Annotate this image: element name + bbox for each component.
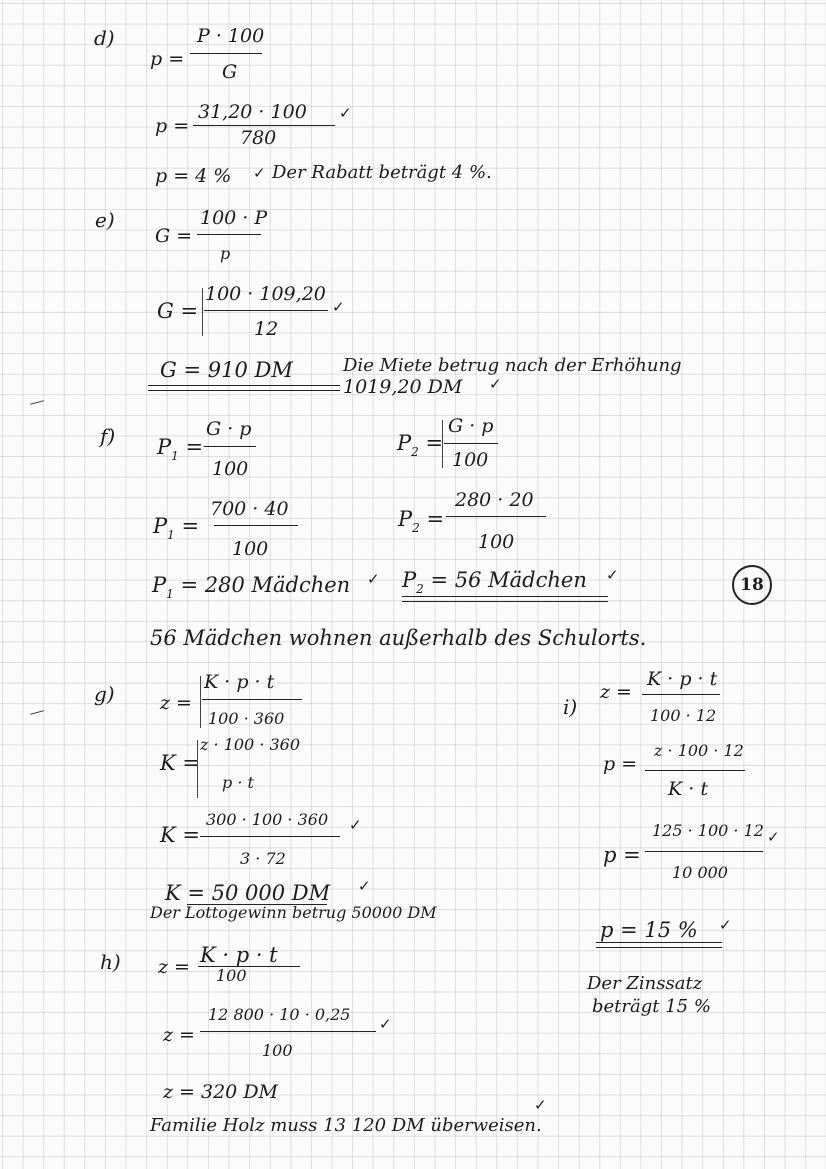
formula-lhs: z =	[158, 956, 190, 978]
fraction-bar	[214, 525, 298, 526]
formula-numerator: K · p · t	[200, 943, 278, 967]
exercise-label-f: f)	[100, 424, 116, 448]
formula-denominator: 100	[216, 966, 247, 985]
fraction-bar	[197, 234, 261, 235]
result-value: = 56 Mädchen	[430, 568, 587, 592]
double-underline	[148, 390, 340, 391]
formula-denominator: 780	[240, 127, 277, 149]
fraction-bar	[204, 310, 328, 311]
fraction-bar	[198, 966, 300, 967]
formula-lhs: p =	[155, 115, 190, 137]
formula-denominator: 100	[262, 1041, 293, 1060]
formula-denominator: 100	[478, 531, 515, 553]
fraction-bar	[200, 1031, 376, 1032]
formula-numerator: G · p	[448, 415, 494, 437]
equals-sign: =	[174, 514, 200, 538]
exercise-label-g: g)	[94, 682, 115, 706]
formula-lhs	[398, 509, 444, 534]
variable-p: P	[402, 568, 417, 592]
fraction-bar	[200, 836, 340, 837]
formula-lhs: p =	[603, 843, 641, 867]
formula-numerator: z · 100 · 360	[200, 735, 301, 754]
formula-lhs: K =	[160, 751, 200, 775]
double-underline	[148, 385, 340, 386]
formula-numerator: G · p	[206, 418, 252, 440]
formula-numerator: 12 800 · 10 · 0,25	[208, 1005, 351, 1024]
exercise-label-i: i)	[563, 695, 578, 719]
formula-denominator: 100	[232, 538, 269, 560]
check-mark-icon: ✓	[719, 916, 732, 934]
formula-denominator: 100 · 360	[208, 709, 285, 728]
variable-p: P	[152, 573, 167, 597]
formula-lhs: z =	[600, 681, 632, 703]
formula-lhs: z =	[160, 692, 192, 714]
check-mark-icon: ✓	[379, 1015, 392, 1033]
formula-numerator: 100 · P	[200, 207, 268, 229]
fraction-bar	[642, 694, 720, 695]
margin-stroke	[202, 288, 203, 336]
check-mark-icon: ✓	[349, 816, 362, 834]
equals-sign: =	[178, 435, 204, 459]
answer-sentence: Der Rabatt beträgt 4 %.	[272, 162, 492, 183]
formula-denominator: G	[222, 61, 238, 83]
formula-denominator: 100	[212, 458, 249, 480]
formula-numerator: 300 · 100 · 360	[206, 810, 329, 829]
formula-denominator: 100	[452, 449, 489, 471]
check-mark-icon: ✓	[367, 570, 380, 588]
result-line: p = 4 %	[155, 165, 232, 187]
answer-sentence: Der Zinssatz	[587, 973, 703, 994]
fraction-bar	[446, 516, 546, 517]
answer-sentence: 1019,20 DM	[343, 376, 463, 398]
check-mark-icon: ✓	[767, 828, 780, 846]
check-mark-icon: ✓	[339, 104, 352, 122]
formula-numerator: 125 · 100 · 12	[652, 821, 764, 840]
exercise-label-e: e)	[95, 208, 115, 232]
margin-mark	[30, 710, 44, 715]
formula-lhs: z =	[163, 1024, 195, 1046]
formula-denominator: K · t	[668, 778, 708, 800]
formula-numerator: P · 100	[197, 25, 265, 47]
double-underline	[402, 601, 608, 602]
subscript: 1	[167, 528, 175, 542]
formula-numerator: 31,20 · 100	[198, 101, 307, 123]
equals-sign: =	[418, 431, 444, 455]
formula-lhs: p =	[603, 753, 638, 775]
formula-numerator: 100 · 109,20	[205, 283, 326, 305]
subscript: 2	[412, 521, 420, 535]
result-line: G = 910 DM	[160, 358, 293, 382]
subscript: 1	[171, 449, 179, 463]
double-underline	[596, 942, 722, 943]
formula-numerator: z · 100 · 12	[654, 741, 744, 760]
check-mark-icon: ✓	[332, 298, 345, 316]
result-line: p = 15 %	[600, 918, 698, 942]
result-value: = 280 Mädchen	[180, 573, 351, 597]
formula-denominator: 100 · 12	[650, 706, 717, 725]
exercise-label-h: h)	[100, 950, 121, 974]
formula-lhs: G =	[155, 225, 193, 247]
formula-denominator: 3 · 72	[240, 849, 286, 868]
double-underline	[596, 947, 722, 948]
answer-sentence: Der Lottogewinn betrug 50000 DM	[150, 903, 437, 922]
formula-lhs: G =	[157, 299, 199, 323]
variable-p: P	[398, 507, 413, 531]
answer-sentence: Familie Holz muss 13 120 DM überweisen.	[150, 1115, 542, 1136]
check-mark-icon: ✓	[358, 877, 371, 895]
result-line	[402, 570, 587, 595]
margin-mark	[30, 400, 44, 405]
fraction-bar	[204, 446, 256, 447]
fraction-bar	[190, 53, 262, 54]
formula-numerator: K · p · t	[647, 668, 718, 690]
formula-numerator: K · p · t	[204, 671, 275, 693]
margin-stroke	[442, 420, 443, 468]
subscript: 1	[166, 587, 174, 601]
formula-numerator: 280 · 20	[455, 489, 534, 511]
formula-lhs	[153, 516, 199, 541]
formula-denominator: 10 000	[672, 863, 728, 882]
check-mark-icon: ✓	[606, 566, 619, 584]
formula-denominator: p	[220, 244, 231, 263]
fraction-bar	[645, 851, 763, 852]
formula-lhs: p =	[150, 48, 185, 70]
variable-p: P	[153, 514, 168, 538]
margin-stroke	[200, 676, 201, 728]
subscript: 2	[411, 445, 419, 459]
formula-denominator: p · t	[222, 773, 254, 792]
check-mark-icon: ✓	[489, 375, 502, 393]
double-underline	[402, 596, 608, 597]
fraction-bar	[444, 443, 498, 444]
equals-sign: =	[419, 507, 445, 531]
variable-p: P	[397, 431, 412, 455]
result-line	[152, 575, 350, 600]
formula-lhs	[157, 437, 203, 462]
score-circle: 18	[732, 565, 772, 605]
formula-lhs	[397, 433, 443, 458]
check-mark-icon: ✓	[534, 1096, 547, 1114]
fraction-bar	[202, 699, 302, 700]
fraction-bar	[645, 770, 745, 771]
result-line: K = 50 000 DM	[165, 881, 331, 905]
answer-sentence: Die Miete betrug nach der Erhöhung	[343, 355, 682, 376]
result-line: z = 320 DM	[163, 1081, 279, 1103]
formula-numerator: 700 · 40	[210, 498, 289, 520]
formula-denominator: 12	[254, 318, 279, 340]
answer-sentence: 56 Mädchen wohnen außerhalb des Schulorts.	[150, 626, 647, 650]
formula-lhs: K =	[160, 823, 200, 847]
subscript: 2	[416, 582, 424, 596]
fraction-bar	[193, 125, 335, 126]
exercise-label-d: d)	[94, 26, 115, 50]
margin-stroke	[197, 740, 198, 798]
answer-sentence: beträgt 15 %	[592, 996, 711, 1017]
variable-p: P	[157, 435, 172, 459]
check-mark-icon: ✓	[253, 164, 266, 182]
